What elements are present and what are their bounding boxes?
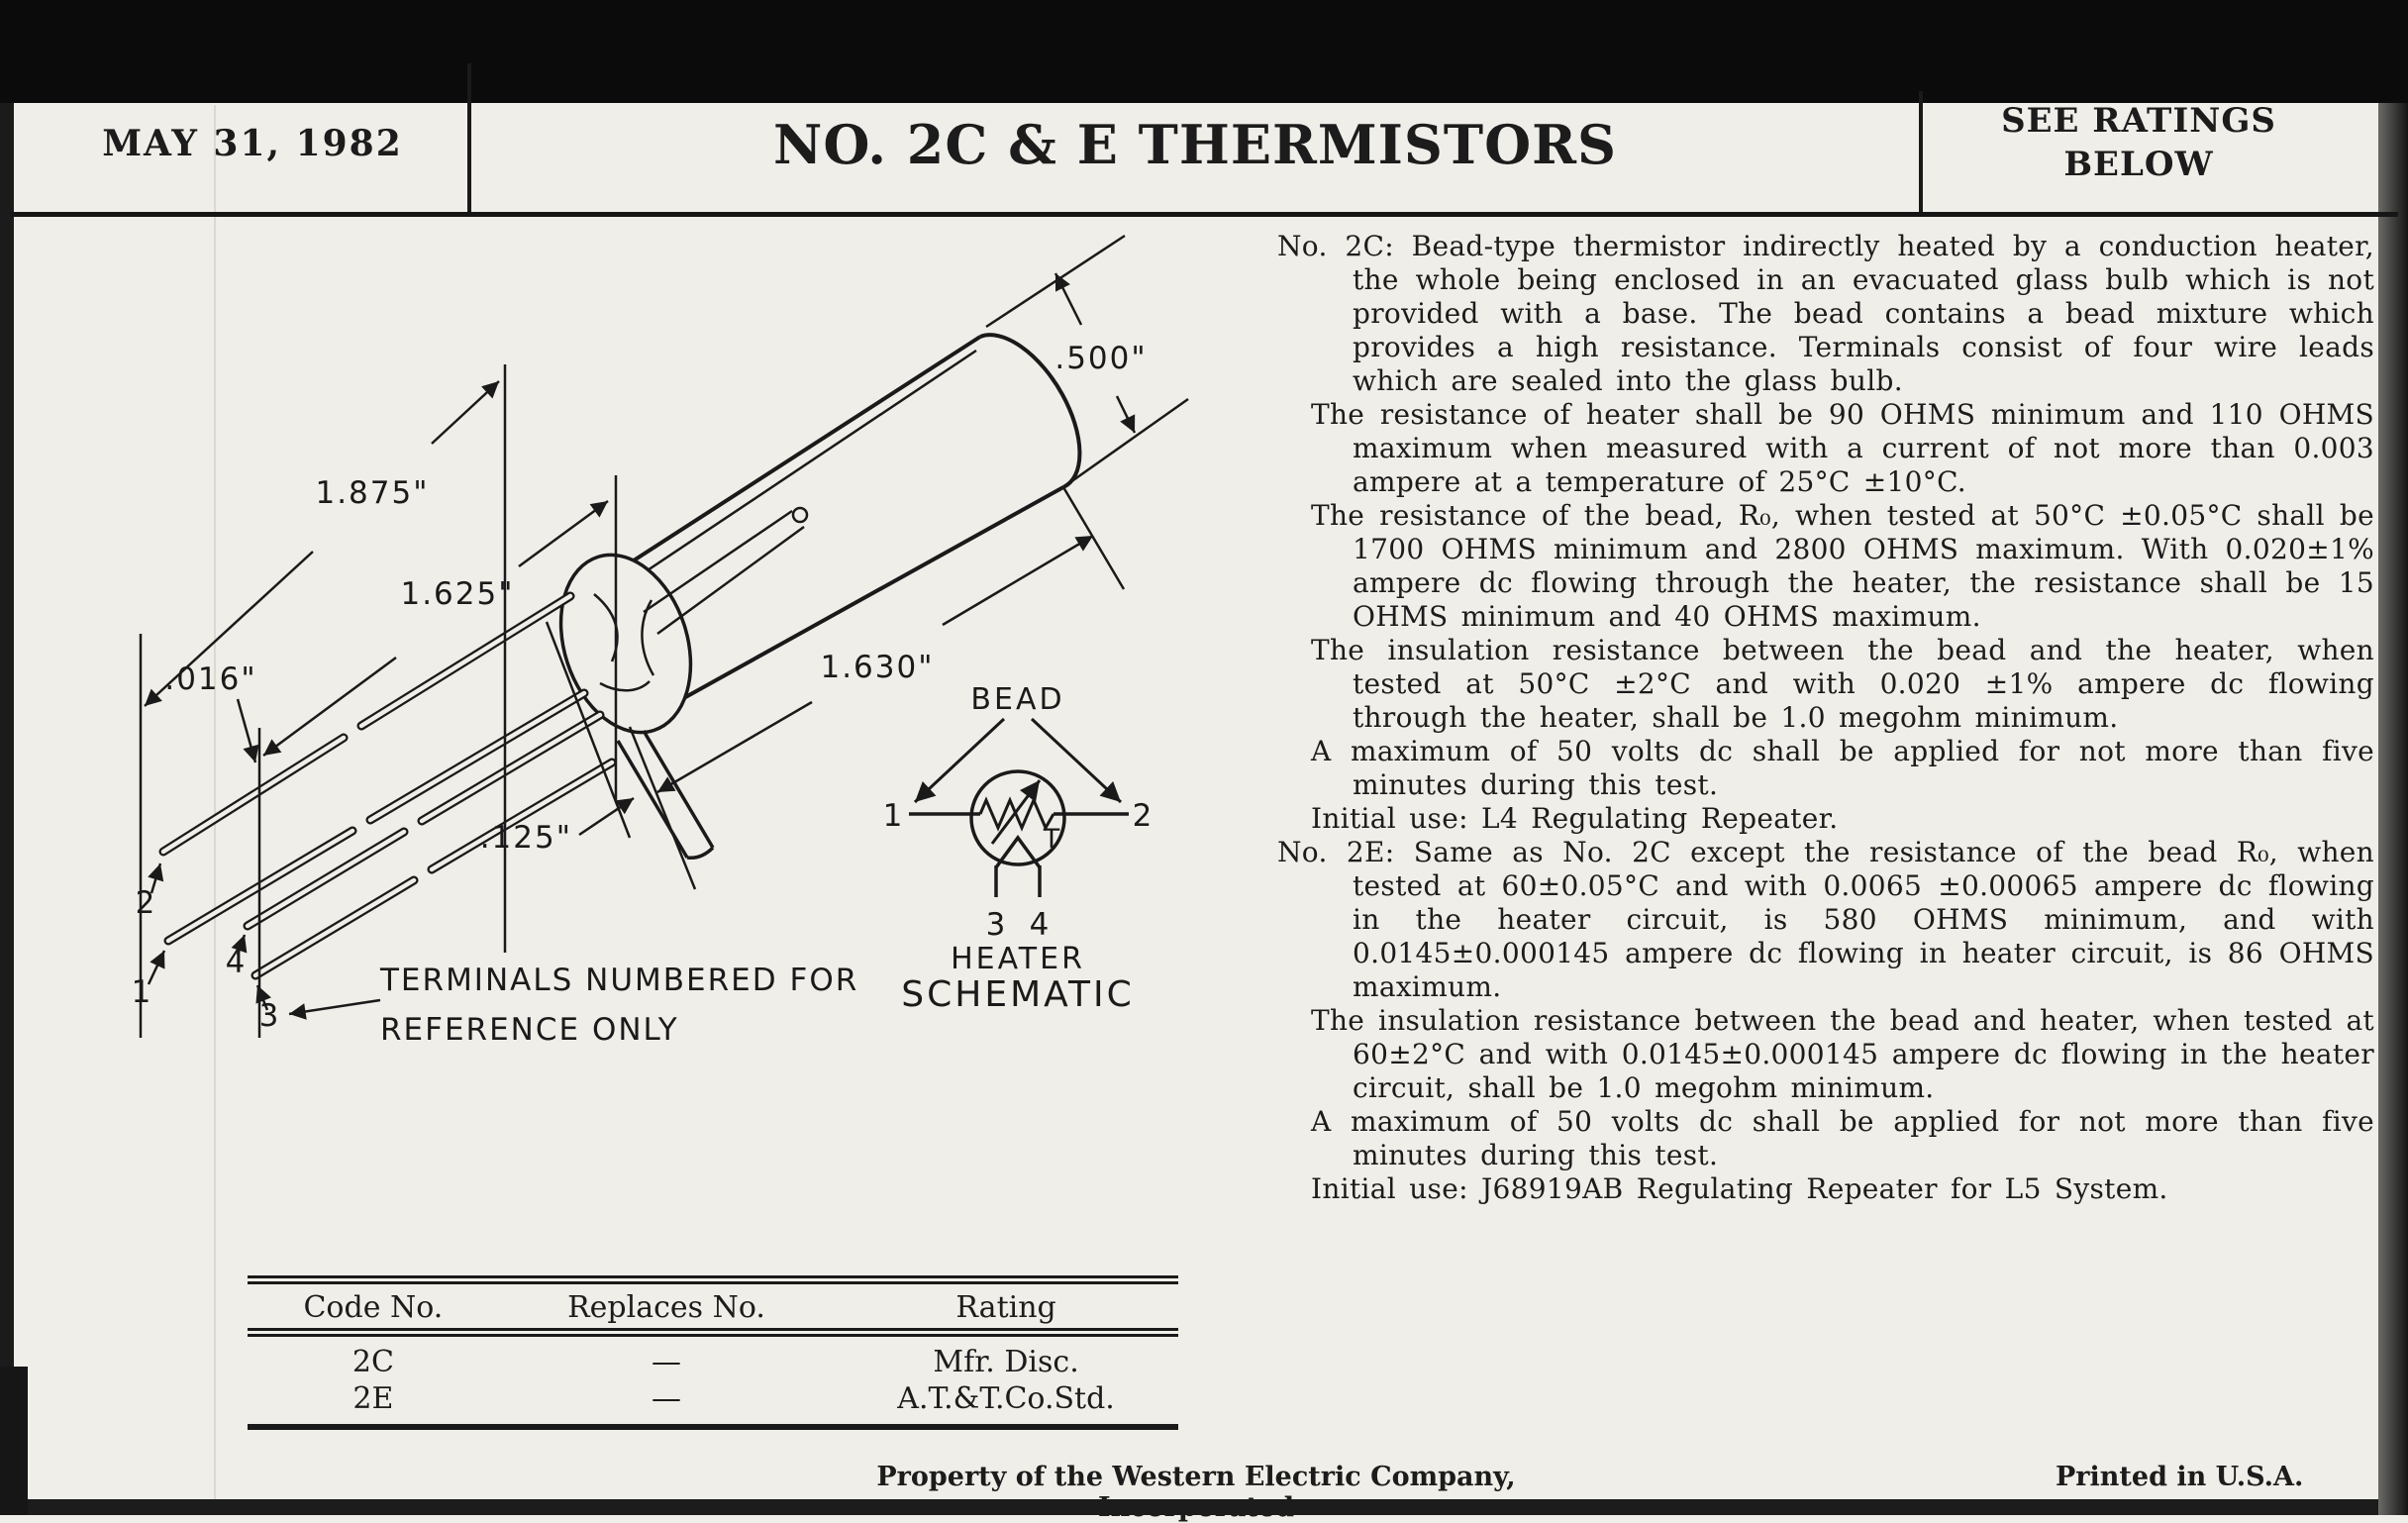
spec-paragraph-use-2c: Initial use: L4 Regulating Repeater. xyxy=(1311,802,1839,835)
table-cell-code-2c: 2C xyxy=(351,1345,394,1379)
spec-paragraph-insulation-2c: The insulation resistance between the bead and the heater, when tested at 50°C ±2°C and with 0.020 ±1% ampere dc flowing through the heater, shall be 1.0 megohm minimum. xyxy=(1311,634,2374,734)
table-header-replaces: Replaces No. xyxy=(567,1290,765,1325)
schematic-title: SCHEMATIC xyxy=(901,974,1135,1015)
dim-500-label: .500" xyxy=(1054,341,1148,376)
ratings-note-line2: BELOW xyxy=(2063,145,2214,184)
spec-paragraph-2e: No. 2E: Same as No. 2C except the resistance of the bead R₀, when tested at 60±0.05°C and with 0.0065 ±0.00065 ampere dc flowing in the heater circuit, is 580 OHMS minimum, and with 0.0145±0.000145 ampere dc flowing in heater circuit, is 86 OHMS maximum. xyxy=(1277,836,2374,1003)
table-cell-rating-2e: A.T.&T.Co.Std. xyxy=(897,1381,1115,1416)
terminals-note-line2: REFERENCE ONLY xyxy=(380,1012,679,1048)
terminal-2-label: 2 xyxy=(135,885,156,921)
table-header-rating: Rating xyxy=(955,1290,1056,1325)
spec-paragraph-2c: No. 2C: Bead-type thermistor indirectly heated by a conduction heater, the whole being enclosed in an evacuated glass bulb which is not provided with a base. The bead contains a bead mixture which provides a high resistance. Terminals consist of four wire leads which are sealed into the glass bulb. xyxy=(1277,230,2374,397)
schematic-thermistor-t: T xyxy=(1043,824,1060,855)
table-rule-bottom xyxy=(248,1424,1178,1430)
schematic-heater-label: HEATER xyxy=(951,942,1085,976)
dim-1875-label: 1.875" xyxy=(315,475,430,511)
document-title: NO. 2C & E THERMISTORS xyxy=(772,113,1618,176)
terminals-note xyxy=(289,963,858,1048)
ratings-table xyxy=(248,1275,1178,1430)
table-cell-replaces-2c: — xyxy=(651,1345,681,1379)
dim-1625-label: 1.625" xyxy=(400,576,515,612)
spec-paragraph-voltage-2e: A maximum of 50 volts dc shall be applied for not more than five minutes during this test. xyxy=(1311,1105,2374,1171)
table-cell-replaces-2e: — xyxy=(651,1381,681,1416)
schematic-terminal-3: 3 xyxy=(985,907,1007,943)
table-row-2c xyxy=(248,1344,1178,1380)
dim-016-label: .016" xyxy=(164,661,257,697)
terminal-1-label: 1 xyxy=(131,974,152,1010)
spec-paragraph-voltage-2c: A maximum of 50 volts dc shall be applied for not more than five minutes during this test. xyxy=(1311,735,2374,801)
schematic-terminal-2: 2 xyxy=(1132,798,1154,834)
terminal-3-label: 3 xyxy=(258,998,280,1034)
table-header-code: Code No. xyxy=(303,1290,444,1325)
terminal-4-label: 4 xyxy=(225,945,247,980)
spec-paragraph-heater-res: The resistance of heater shall be 90 OHMS minimum and 110 OHMS maximum when measured with a current of not more than 0.003 ampere at a temperature of 25°C ±10°C. xyxy=(1311,398,2374,498)
schematic-terminal-4: 4 xyxy=(1029,907,1051,943)
table-rule-top xyxy=(248,1275,1178,1284)
spec-text-column xyxy=(1277,230,2374,1206)
footer-property-notice: Property of the Western Electric Company, Incorporated xyxy=(876,1462,1516,1523)
table-cell-rating-2c: Mfr. Disc. xyxy=(933,1345,1079,1379)
spec-paragraph-insulation-2e: The insulation resistance between the bead and heater, when tested at 60±2°C and with 0.0145±0.000145 ampere dc flowing in the heater circuit, shall be 1.0 megohm minimum. xyxy=(1311,1004,2374,1104)
document-date: MAY 31, 1982 xyxy=(102,123,403,164)
schematic-bead-label: BEAD xyxy=(970,682,1065,717)
spec-paragraph-bead-res: The resistance of the bead, R₀, when tested at 50°C ±0.05°C shall be 1700 OHMS minimum and 2800 OHMS maximum. With 0.020±1% ampere dc flowing through the heater, the resistance shall be 15 OHMS minimum and 40 OHMS maximum. xyxy=(1311,499,2374,633)
dim-125-label: .125" xyxy=(479,820,572,856)
terminals-note-line1: TERMINALS NUMBERED FOR xyxy=(380,963,859,998)
footer-printed-notice: Printed in U.S.A. xyxy=(2056,1462,2304,1492)
table-row-2e xyxy=(248,1380,1178,1417)
ratings-note-line1: SEE RATINGS xyxy=(2001,101,2276,141)
dim-1630-label: 1.630" xyxy=(820,650,935,685)
table-cell-code-2e: 2E xyxy=(352,1381,394,1416)
spec-paragraph-use-2e: Initial use: J68919AB Regulating Repeater for L5 System. xyxy=(1311,1172,2168,1205)
table-header-row xyxy=(248,1284,1178,1328)
schematic-diagram xyxy=(883,682,1154,1015)
schematic-terminal-1: 1 xyxy=(882,798,904,834)
wire-leads xyxy=(163,596,612,975)
